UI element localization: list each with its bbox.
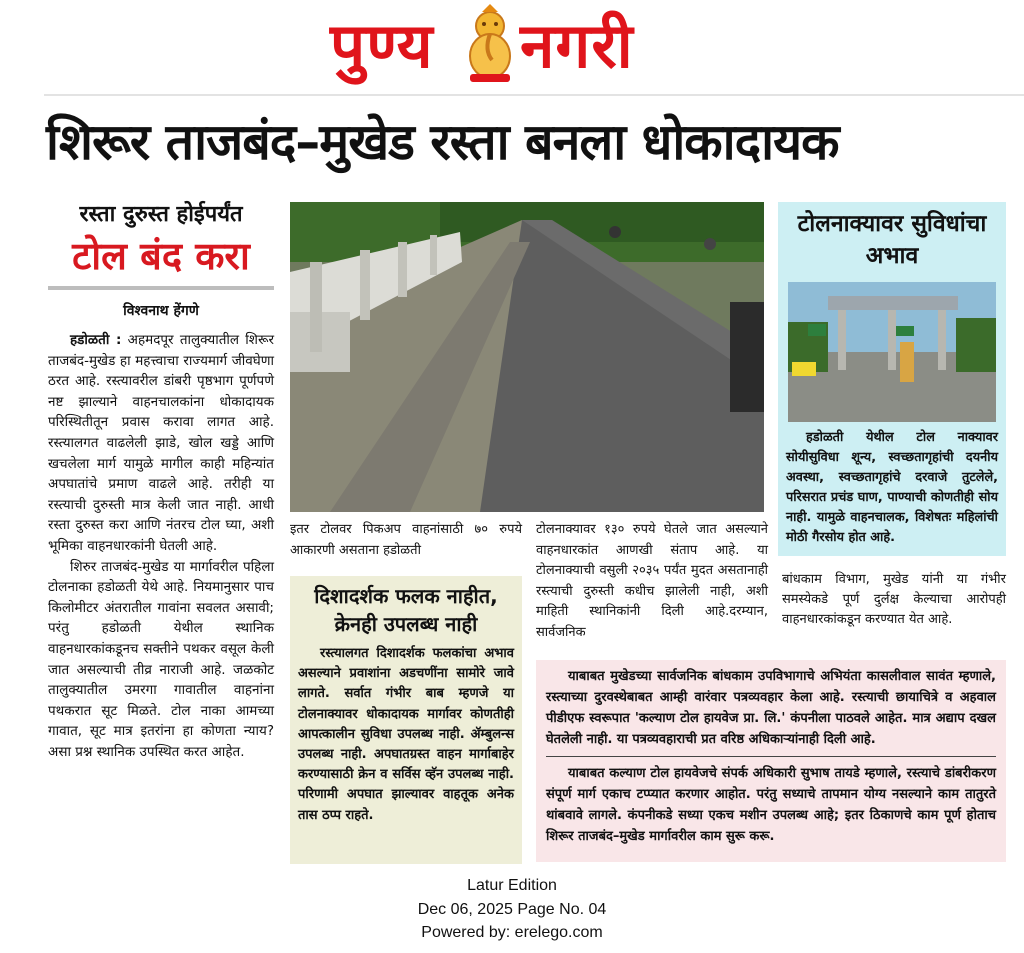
signage-box-text: [298, 644, 514, 826]
statement-engineer: याबाबत मुखेडच्या सार्वजनिक बांधकाम उपविभागाचे अभियंता कासलीवाल सावंत म्हणाले, रस्त्याच्या दुरवस्थेबाबत आम्ही वारंवार पत्रव्यवहार केला आहे. रस्त्याची छायाचित्रे व अहवाल पीडीएफ स्वरूपात 'कल्याण टोल हायवेज प्रा. लि.' कंपनीला पाठवले आहेत. मात्र अद्याप दखल घेतलेली नाही. या पत्रव्यवहाराची प्रत वरिष्ठ अधिकाऱ्यांनाही दिली आहे.: [546, 669, 996, 747]
road-photo-image: [290, 202, 764, 512]
toll-box-body: हडोळती येथील टोल नाक्यावर सोयीसुविधा शून्य, स्वच्छतागृहांची दयनीय अवस्था, स्वच्छतागृहांचे दरवाजे तुटलेले, परिसरात प्रचंड घाण, पाण्याची कोणतीही सोय नाही. यामुळे वाहनचालक, विशेषतः महिलांची मोठी गैरसोय होत आहे.: [786, 430, 998, 545]
date-page-label: Dec 06, 2025 Page No. 04: [417, 900, 607, 918]
dateline: हडोळती :: [70, 332, 122, 348]
caption-column-1: इतर टोलवर पिकअप वाहनांसाठी ७० रुपये आकारणी असताना हडोळती: [290, 522, 522, 558]
caption-column-2: टोलनाक्यावर १३० रुपये घेतले जात असल्याने वाहनधारकांत आणखी संताप आहे. या टोलनाक्याची वसुली २०३५ पर्यंत मुदत असतानाही रस्त्याची दुरुस्ती कधीच झालेली नाही, अशी माहिती स्थानिकांनी दिली आहे.दरम्यान, सार्वजनिक: [536, 522, 768, 640]
toll-plaza-photo: [788, 282, 996, 422]
road-photo: [290, 202, 764, 512]
toll-facilities-box: [778, 202, 1006, 556]
edition-label: Latur Edition: [467, 877, 557, 894]
headline: शिरूर ताजबंद–मुखेड रस्ता बनला धोकादायक: [46, 113, 839, 171]
story-paragraph-2: शिरुर ताजबंद-मुखेड या मार्गावरील पहिला टोलनाका हडोळती येथे आहे. नियमानुसार पाच किलोमीटर अंतरातील गावांना सवलत असावी; परंतु हडोळती येथील स्थानिक वाहनधारकांकडूनच सक्तीने पथकर वसूल केली जात असल्याची तीव्र नाराजी आहे. जळकोट तालुक्यातील उमरगा गावातील वाहनांना पथकरात सूट मिळते. टोल नाका आमच्या गावात, सूट मात्र इतरांना हा कोणता न्याय? असा प्रश्न स्थानिक उपस्थित करत आहेत.: [48, 558, 274, 760]
story-body: [48, 330, 274, 762]
masthead-divider: [44, 94, 1024, 96]
statement-toll-company: याबाबत कल्याण टोल हायवेजचे संपर्क अधिकारी सुभाष तायडे म्हणाले, रस्त्याचे डांबरीकरण संपूर्ण मार्ग एकाच टप्प्यात करणार आहोत. परंतु सध्याचे तापमान योग्य नसल्याने काम तातुरते थांबवावे लागले. कंपनीकडे सध्या एकच मशीन उपलब्ध आहे; इतर ठिकाणचे काम पूर्ण होताच शिरूर ताजबंद–मुखेड मार्गावरील काम सुरू करू.: [546, 766, 996, 844]
signage-box-title: दिशादर्शक फलक नाहीत, क्रेनही उपलब्ध नाही: [314, 584, 498, 636]
official-statements-box: [536, 660, 1006, 862]
story-subheadline: टोल बंद करा: [72, 234, 250, 278]
powered-by-link[interactable]: Powered by: erelego.com: [421, 924, 603, 941]
toll-box-title: टोलनाक्यावर सुविधांचा अभाव: [797, 211, 987, 269]
statement-divider: [546, 756, 996, 757]
story-kicker: रस्ता दुरुस्त होईपर्यंत: [79, 202, 243, 227]
toll-box-text: [786, 428, 998, 548]
signage-box-body: रस्त्यालगत दिशादर्शक फलकांचा अभाव असल्याने प्रवाशांना अडचणींना सामोरे जावे लागते. सर्वात गंभीर बाब म्हणजे या टोलनाक्यावर धोकादायक मार्गावर कोणतीही आपत्कालीन सुविधा उपलब्ध नाही. ॲम्बुलन्स उपलब्ध नाही. अपघातग्रस्त वाहन मार्गाबाहेर करण्यासाठी क्रेन व सर्विस व्हॅन उपलब्ध नाही. परिणामी अपघात झाल्यावर वाहतूक अनेक तास ठप्प राहते.: [298, 646, 514, 823]
left-story: [48, 200, 274, 762]
signage-box: [290, 576, 522, 864]
continuation-text: बांधकाम विभाग, मुखेड यांनी या गंभीर समस्येकडे पूर्ण दुर्लक्ष केल्याचा आरोपही वाहनधारकांकडून करण्यात येत आहे.: [782, 572, 1006, 627]
masthead: [0, 0, 1024, 92]
byline: विश्वनाथ हेंगणे: [123, 303, 199, 319]
masthead-title-left: पुण्य: [330, 9, 434, 82]
ganesha-logo-icon: [462, 4, 518, 84]
masthead-title-right: नगरी: [520, 9, 634, 82]
story-paragraph-1: अहमदपूर तालुक्यातील शिरूर ताजबंद-मुखेड हा महत्त्वाचा राज्यमार्ग जीवघेणा ठरत आहे. रस्त्यावरील डांबरी पृष्ठभाग पूर्णपणे नष्ट झाल्याने वाहनचालकांना धोकादायक परिस्थितीतून प्रवास करावा लागत आहे. रस्त्यालगत वाढलेली झाडे, खोल खड्डे आणि खचलेला मार्ग यामुळे मागील काही महिन्यांत अपघातांचे प्रमाण वाढले आहे. तरीही या रस्त्याची दुरुस्ती मात्र केली जात नाही. आधी रस्ता दुरुस्त करा आणि नंतरच टोल घ्या, अशी भूमिका वाहनधारकांनी घेतली आहे.: [48, 332, 274, 554]
toll-plaza-image: [788, 282, 996, 422]
page-footer: [0, 874, 1024, 945]
section-divider: [48, 286, 274, 290]
